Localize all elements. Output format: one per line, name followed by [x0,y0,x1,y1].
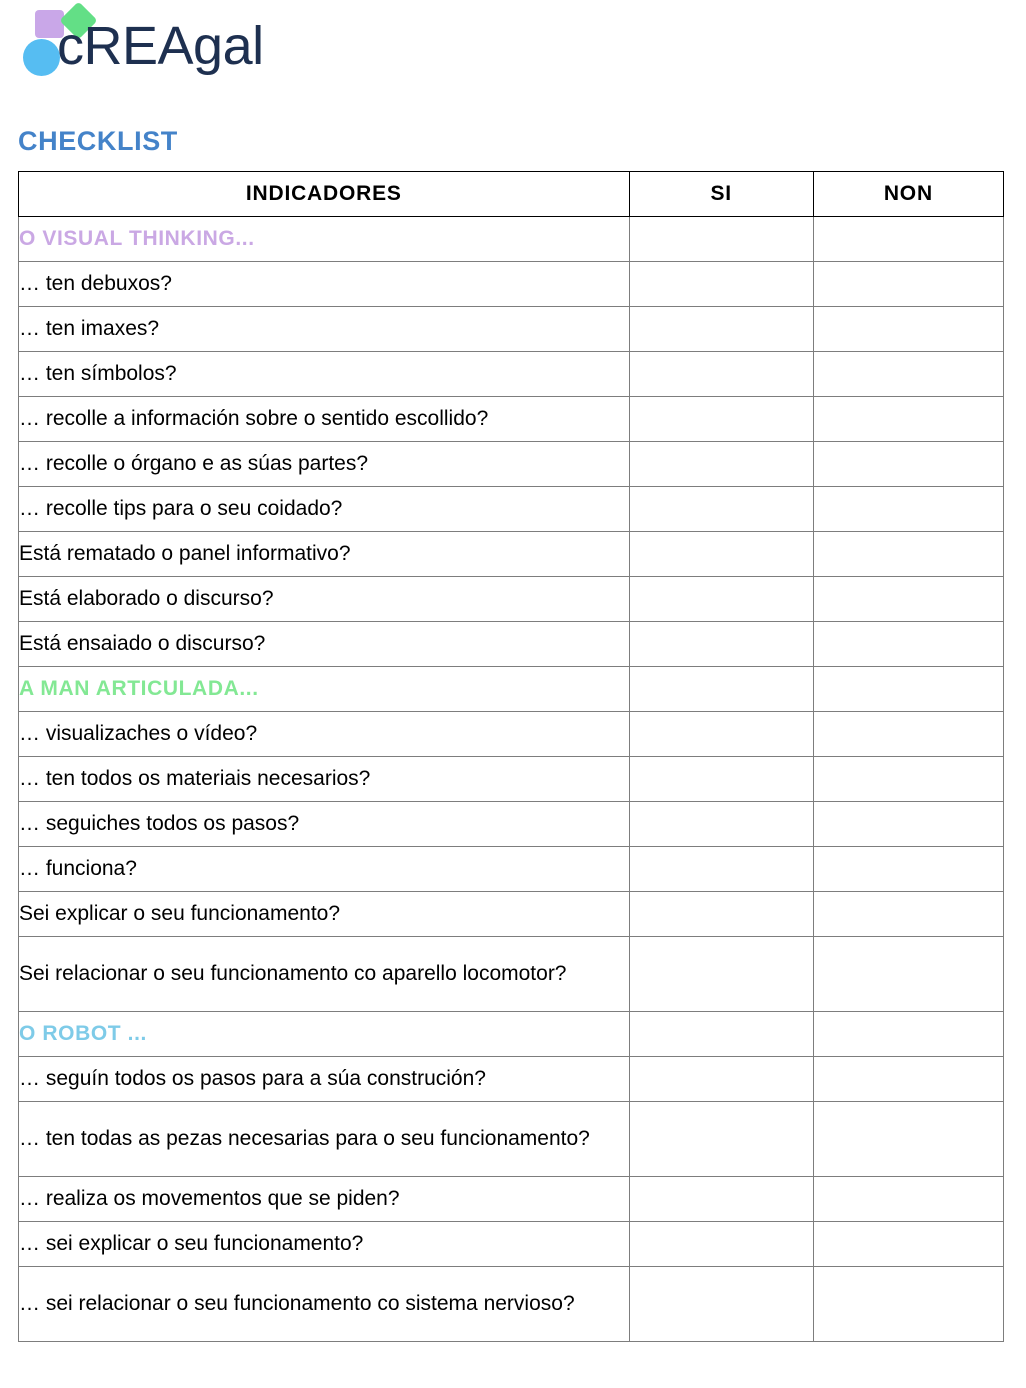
section-header-row [19,667,1004,712]
non-checkbox-cell[interactable] [813,1177,1003,1222]
section-header-row [19,1012,1004,1057]
non-checkbox-cell[interactable] [813,397,1003,442]
table-header-row [19,172,1004,217]
indicator-label: Está rematado o panel informativo? [19,532,630,577]
table-row [19,802,1004,847]
page-title: CHECKLIST [18,126,178,156]
table-row [19,262,1004,307]
si-checkbox-cell[interactable] [629,577,813,622]
table-body [19,217,1004,1342]
table-header [19,172,1004,217]
si-checkbox-cell[interactable] [629,712,813,757]
indicator-label: … visualizaches o vídeo? [19,712,630,757]
non-checkbox-cell[interactable] [813,1102,1003,1177]
si-checkbox-cell[interactable] [629,622,813,667]
non-checkbox-cell[interactable] [813,532,1003,577]
non-checkbox-cell[interactable] [813,577,1003,622]
non-checkbox-cell[interactable] [813,1222,1003,1267]
table-row [19,442,1004,487]
indicator-label: … sei relacionar o seu funcionamento co sistema nervioso? [19,1267,630,1342]
section-si-cell[interactable] [629,217,813,262]
table-row [19,397,1004,442]
si-checkbox-cell[interactable] [629,442,813,487]
table-row [19,847,1004,892]
si-checkbox-cell[interactable] [629,352,813,397]
non-checkbox-cell[interactable] [813,892,1003,937]
table-row [19,532,1004,577]
si-checkbox-cell[interactable] [629,487,813,532]
non-checkbox-cell[interactable] [813,622,1003,667]
non-checkbox-cell[interactable] [813,442,1003,487]
brand-logo [14,4,334,86]
si-checkbox-cell[interactable] [629,1222,813,1267]
indicator-label: … recolle o órgano e as súas partes? [19,442,630,487]
non-checkbox-cell[interactable] [813,1267,1003,1342]
checklist-table [18,171,1004,1342]
indicator-label: Está ensaiado o discurso? [19,622,630,667]
non-checkbox-cell[interactable] [813,487,1003,532]
si-checkbox-cell[interactable] [629,397,813,442]
indicator-label: Está elaborado o discurso? [19,577,630,622]
non-checkbox-cell[interactable] [813,352,1003,397]
si-checkbox-cell[interactable] [629,892,813,937]
indicator-label: … realiza os movementos que se piden? [19,1177,630,1222]
non-checkbox-cell[interactable] [813,937,1003,1012]
indicator-label: … seguín todos os pasos para a súa construción? [19,1057,630,1102]
section-title: A MAN ARTICULADA... [19,667,630,712]
blue-circle-icon [23,39,60,76]
non-checkbox-cell[interactable] [813,1057,1003,1102]
indicator-label: … ten debuxos? [19,262,630,307]
non-checkbox-cell[interactable] [813,847,1003,892]
si-checkbox-cell[interactable] [629,1267,813,1342]
indicator-label: Sei relacionar o seu funcionamento co aparello locomotor? [19,937,630,1012]
non-checkbox-cell[interactable] [813,757,1003,802]
indicator-label: … ten símbolos? [19,352,630,397]
si-checkbox-cell[interactable] [629,1057,813,1102]
section-non-cell[interactable] [813,217,1003,262]
section-header-row [19,217,1004,262]
section-si-cell[interactable] [629,667,813,712]
si-checkbox-cell[interactable] [629,847,813,892]
si-checkbox-cell[interactable] [629,802,813,847]
non-checkbox-cell[interactable] [813,307,1003,352]
table-row [19,757,1004,802]
non-checkbox-cell[interactable] [813,262,1003,307]
table-row [19,1267,1004,1342]
si-checkbox-cell[interactable] [629,1102,813,1177]
column-header-non: NON [813,172,1003,217]
indicator-label: … ten imaxes? [19,307,630,352]
column-header-indicadores: INDICADORES [19,172,630,217]
section-non-cell[interactable] [813,1012,1003,1057]
si-checkbox-cell[interactable] [629,262,813,307]
section-non-cell[interactable] [813,667,1003,712]
table-row [19,1057,1004,1102]
non-checkbox-cell[interactable] [813,802,1003,847]
indicator-label: … seguiches todos os pasos? [19,802,630,847]
table-row [19,892,1004,937]
si-checkbox-cell[interactable] [629,1177,813,1222]
table-row [19,352,1004,397]
table-row [19,1222,1004,1267]
indicator-label: … ten todas as pezas necesarias para o seu funcionamento? [19,1102,630,1177]
indicator-label: … recolle a información sobre o sentido escollido? [19,397,630,442]
indicator-label: … recolle tips para o seu coidado? [19,487,630,532]
table-row [19,937,1004,1012]
indicator-label: … sei explicar o seu funcionamento? [19,1222,630,1267]
table-row [19,487,1004,532]
si-checkbox-cell[interactable] [629,532,813,577]
table-row [19,712,1004,757]
table-row [19,1102,1004,1177]
indicator-label: … ten todos os materiais necesarios? [19,757,630,802]
table-row [19,1177,1004,1222]
table-row [19,307,1004,352]
si-checkbox-cell[interactable] [629,307,813,352]
logo-wordmark: cREAgal [57,16,264,76]
non-checkbox-cell[interactable] [813,712,1003,757]
table-row [19,577,1004,622]
table-row [19,622,1004,667]
column-header-si: SI [629,172,813,217]
section-title: O VISUAL THINKING... [19,217,630,262]
indicator-label: Sei explicar o seu funcionamento? [19,892,630,937]
si-checkbox-cell[interactable] [629,937,813,1012]
si-checkbox-cell[interactable] [629,757,813,802]
section-title: O ROBOT ... [19,1012,630,1057]
indicator-label: … funciona? [19,847,630,892]
section-si-cell[interactable] [629,1012,813,1057]
